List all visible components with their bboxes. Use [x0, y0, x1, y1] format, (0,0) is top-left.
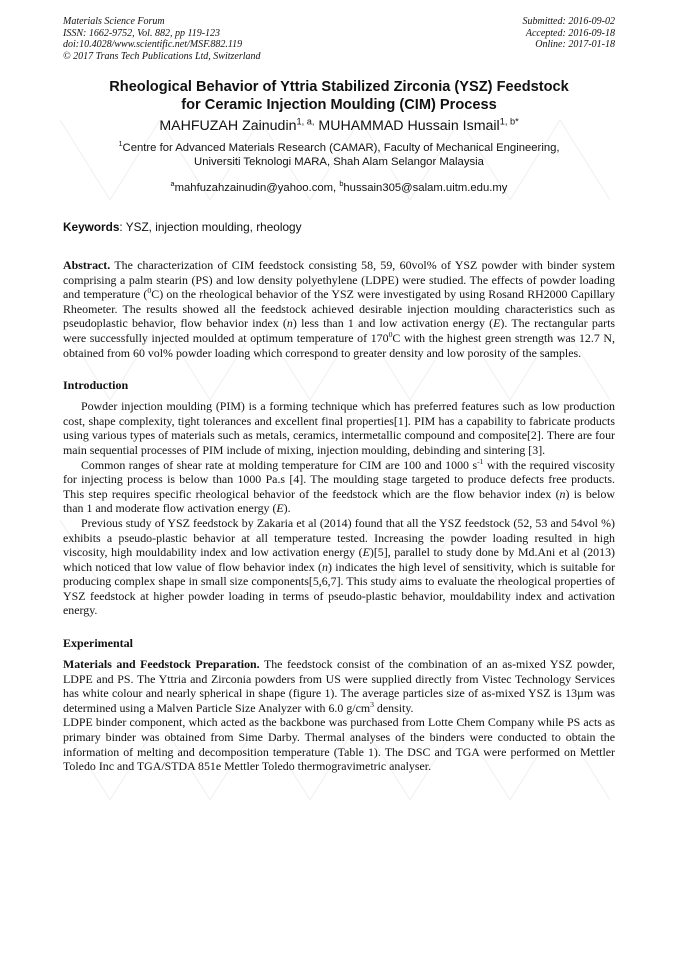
para-text: density. [373, 700, 414, 715]
journal-copyright: © 2017 Trans Tech Publications Ltd, Switzerland [63, 50, 261, 62]
symbol-n: n [322, 559, 328, 574]
experimental-paragraph [63, 657, 615, 715]
section-heading-experimental: Experimental [63, 636, 133, 651]
para-text: ). [283, 501, 291, 516]
submission-dates [523, 16, 616, 62]
author-list [63, 117, 615, 135]
author-name: MAHFUZAH Zainudin [159, 118, 297, 134]
affiliation [63, 141, 615, 169]
unit-sup: 3 [370, 699, 374, 709]
author-name: MUHAMMAD Hussain Ismail [318, 118, 500, 134]
author-affil-sup: 1, b* [499, 116, 519, 127]
abstract-label: Abstract. [63, 258, 111, 272]
journal-header [63, 16, 615, 62]
journal-doi: doi:10.4028/www.scientific.net/MSF.882.119 [63, 39, 243, 50]
symbol-n: n [559, 486, 566, 501]
degree-sup: 0 [147, 286, 152, 296]
symbol-e: E [493, 316, 501, 331]
subsection-run-in: Materials and Feedstock Preparation. [63, 657, 260, 672]
journal-info [63, 16, 261, 62]
para-text: )[5], parallel to study done by Md.Ani et al (2013) which noticed that low value of flow behavior index ( [63, 545, 615, 574]
para-text: Previous study of YSZ feedstock by Zakaria et al (2014) found that all the YSZ feedstock (52, 53 and 54vol %) exhibits a pseudo-plastic behavior at all temperature tested. Increasing the powder loading resulted in high viscosity, high mouldability index and low activation energy ( [63, 515, 615, 560]
title-line: Rheological Behavior of Yttria Stabilized Zirconia (YSZ) Feedstock [109, 79, 569, 95]
keywords-label: Keywords [63, 220, 120, 234]
abstract-text: The characterization of CIM feedstock consisting 58, 59, 60vol% of YSZ powder with binder system comprising a palm stearin (PS) and low density polyethylene (LDPE) were studied. The effects of powder loading and temperature ( [63, 258, 615, 302]
section-heading-introduction: Introduction [63, 378, 129, 393]
submitted-date: Submitted: 2016-09-02 [522, 16, 615, 27]
affiliation-line [63, 141, 615, 155]
title-line: for Ceramic Injection Moulding (CIM) Process [181, 97, 497, 113]
symbol-n: n [286, 316, 293, 331]
degree-sup: 0 [388, 330, 393, 339]
keywords [63, 220, 615, 234]
author-emails [63, 181, 615, 195]
unit-sup: -1 [477, 456, 484, 466]
intro-paragraph [63, 516, 615, 618]
email-sup: a [170, 179, 175, 189]
experimental-paragraph: LDPE binder component, which acted as the backbone was purchased from Lotte Chem Company while PS acts as primary binder was obtained from Sime Darby. Thermal analyses of the binders were conducted to obtain the information of melting and decomposition temperature (Table 1). The DSC and TGA were performed on Mettler Toledo Inc and TGA/STDA 851e Mettler Toledo thermogravimetric analyser. [63, 715, 615, 774]
abstract-text: ). The rectangular parts were successfully injected moulded at optimum temperature of 170 [63, 316, 615, 345]
paper-page [63, 16, 615, 774]
para-text: ) indicates the high level of sensitivity, which is suitable for producing complex shape in small size components[5,6,7]. This study aims to evaluate the rheological properties of YSZ feedstock at higher powder loading in terms of pseudo-plastic behavior, mouldability index and activation energy. [63, 559, 615, 618]
affiliation-line: Universiti Teknologi MARA, Shah Alam Selangor Malaysia [194, 156, 484, 168]
abstract-text: C with the highest green strength was 12.7 N, obtained from 60 vol% powder loading which correspond to greater density and low porosity of the samples. [63, 330, 615, 360]
abstract [63, 258, 615, 360]
para-text: The feedstock consist of the combination of an as-mixed YSZ powder, LDPE and PS. The Yttria and Zirconia powders from US were supplied directly from Vistec Technology Services has white colour and nearly spherical in shape (figure 1). The average particles size of as-mixed YSZ is 13µm was determined using a Malven Particle Size Analyzer with 6.0 g/cm [63, 657, 615, 715]
online-date: Online: 2017-01-18 [535, 39, 615, 50]
para-text: Common ranges of shear rate at molding temperature for CIM are 100 and 1000 s [81, 457, 478, 472]
symbol-e: E [276, 501, 284, 516]
affiliation-sup: 1 [118, 139, 123, 149]
email-link[interactable]: mahfuzahzainudin@yahoo.com, [174, 182, 340, 194]
email-sup: b [339, 179, 344, 189]
affiliation-text: Centre for Advanced Materials Research (CAMAR), Faculty of Mechanical Engineering, [122, 142, 560, 154]
intro-paragraph: Powder injection moulding (PIM) is a forming technique which has preferred features such as low production cost, shape complexity, tight tolerances and excellent final properties[1]. PIM has a capability to fabricate products using various types of materials such as metals, ceramics, intermetallic compound and composite[2]. There are four main sequential processes of PIM include of mixing, injection moulding, debinding and sintering [3]. [63, 399, 615, 457]
author-affil-sup: 1, a, [296, 116, 315, 127]
accepted-date: Accepted: 2016-09-18 [525, 27, 615, 39]
symbol-e: E [362, 545, 370, 560]
para-text: ) is below than 1 and moderate flow activation energy ( [63, 486, 615, 516]
email-link[interactable]: hussain305@salam.uitm.edu.my [343, 182, 508, 194]
paper-title [63, 78, 615, 114]
journal-name: Materials Science Forum [63, 16, 165, 27]
abstract-text: C) on the rheological behavior of the YSZ were investigated by using Rosand RH2000 Capillary Rheometer. The results showed all the feedstock achieved desirable injection moulding characteristics such as pseudoplastic behavior, flow behavior index ( [63, 287, 615, 331]
para-text: with the required viscosity for injecting process is below than 1000 Pa.s [4]. The moulding stage targeted to produce defects free products. This step requires specific rheological behavior of the feedstock which are the flow behavior index ( [63, 457, 615, 501]
keywords-text: : YSZ, injection moulding, rheology [119, 220, 302, 234]
intro-paragraph [63, 458, 615, 516]
abstract-text: ) less than 1 and low activation energy ( [292, 316, 494, 331]
journal-issn: ISSN: 1662-9752, Vol. 882, pp 119-123 [63, 27, 221, 39]
